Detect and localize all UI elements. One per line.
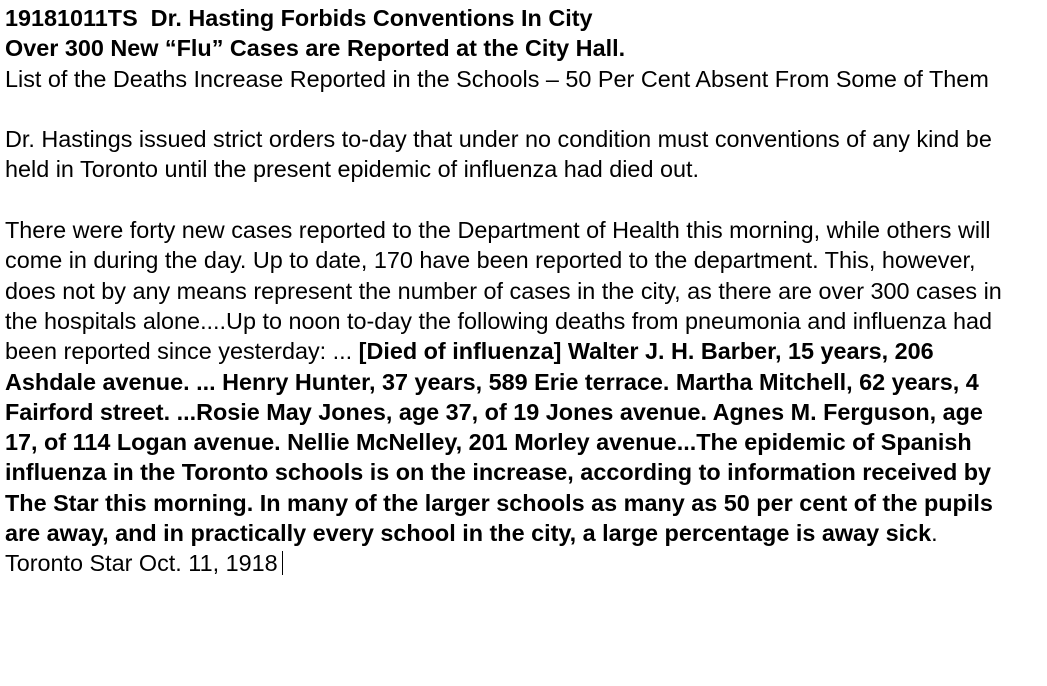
paragraph-2-bold-text: [Died of influenza] Walter J. H. Barber, 15 years, 206 Ashdale avenue. ... Henry Hunter, 37 years, 589 Erie terrace. Martha Mitchell, 62 years, 4 Fairford street. ...Rosie May Jones, age 37, of 19 Jones avenue. Agnes M. Ferguson, age 17, of 114 Logan avenue. Nellie McNelley, 201 Morley avenue...The epidemic of Spanish influenza in the Toronto schools is on the increase, according to information received by The Star this morning. In many of the larger schools as many as 50 per cent of the pupils are away, and in practically every school in the city, a large percentage is away sick — [5, 338, 993, 547]
headline — [5, 3, 1005, 33]
article-id: 19181011TS — [5, 5, 138, 31]
paragraph-2 — [5, 215, 1005, 579]
paragraph-spacer — [5, 185, 1005, 215]
subheadline: List of the Deaths Increase Reported in the Schools – 50 Per Cent Absent From Some of Them — [5, 65, 989, 92]
paragraph-2-source: . Toronto Star Oct. 11, 1918 — [5, 520, 938, 577]
headline-2: Over 300 New “Flu” Cases are Reported at the City Hall. — [5, 35, 626, 62]
document-body[interactable] — [5, 3, 1005, 579]
paragraph-1: Dr. Hastings issued strict orders to-day that under no condition must conventions of any kind be held in Toronto until the present epidemic of influenza had died out. — [5, 126, 992, 183]
text-cursor — [282, 551, 283, 575]
headline-title: Dr. Hasting Forbids Conventions In City — [150, 5, 593, 31]
paragraph-spacer — [5, 94, 1005, 124]
paragraph-2-text: There were forty new cases reported to the Department of Health this morning, while others will come in during the day. Up to date, 170 have been reported to the department. This, however, does not by any means represent the number of cases in the city, as there are over 300 cases in the hospitals alone....Up to noon to-day the following deaths from pneumonia and influenza had been reported since yesterday: ... — [5, 217, 1002, 365]
